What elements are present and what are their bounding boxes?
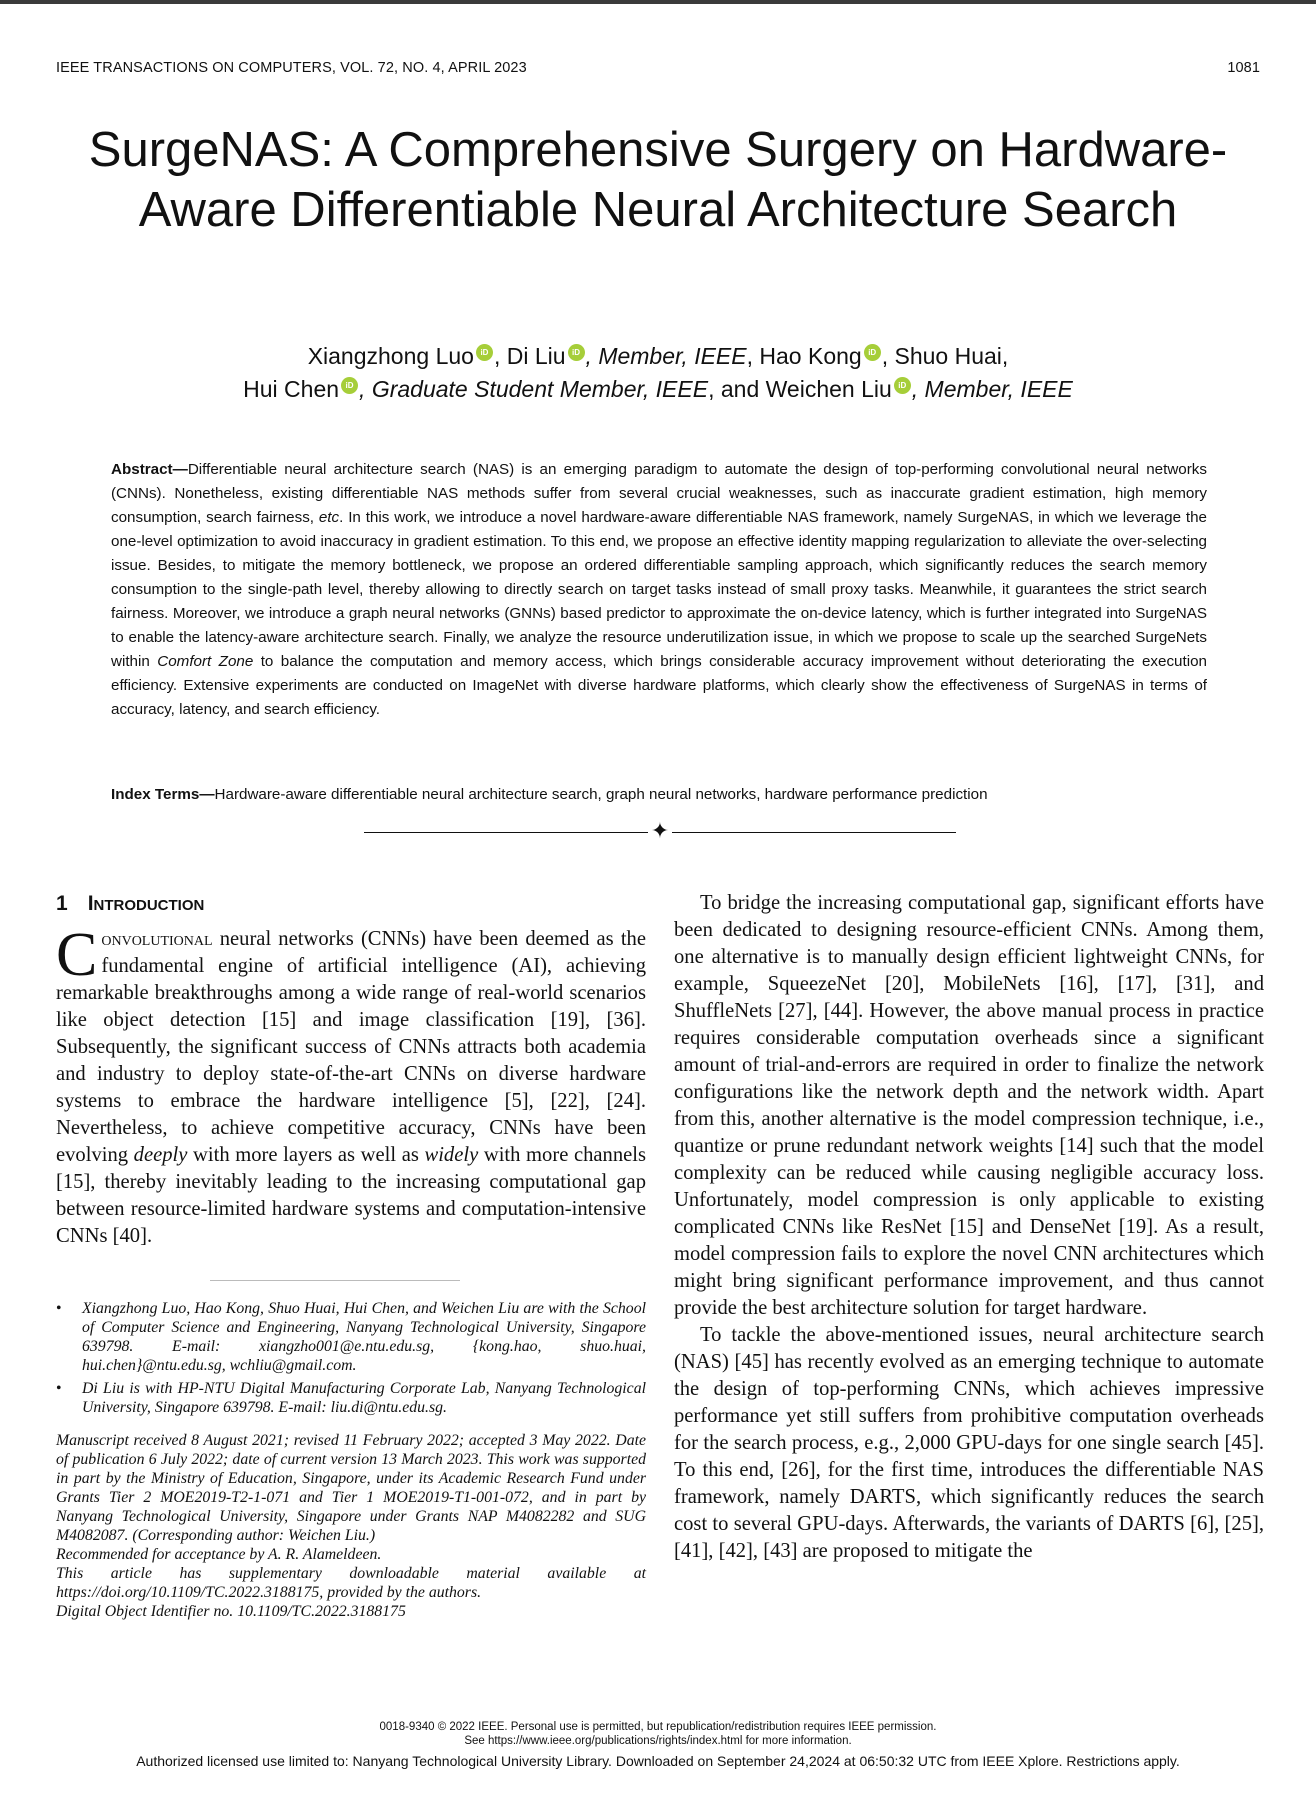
abstract	[111, 458, 1207, 722]
author-name: , Shuo Huai,	[881, 343, 1009, 369]
index-terms-label: Index Terms—	[111, 786, 215, 803]
paragraph-text: with more channels [15], thereby inevitably leading to the increasing computational gap between resource-limited hardware systems and computation-intensive CNNs [40].	[56, 1144, 647, 1247]
footnote-text: Xiangzhong Luo, Hao Kong, Shuo Huai, Hui Chen, and Weichen Liu are with the School of Computer Science and Engineering, Nanyang Technological University, Singapore 639798. E-mail: xiangzho001@e.ntu.edu.sg, {kong.hao, shuo.huai, hui.chen}@ntu.edu.sg, wchliu@gmail.com.	[82, 1300, 646, 1374]
orcid-icon[interactable]: iD	[864, 344, 881, 361]
intro-paragraph-1	[56, 921, 647, 1250]
doi-text: Digital Object Identifier no. 10.1109/TC.2022.3188175	[56, 1603, 406, 1620]
author-name: Xiangzhong Luo	[307, 343, 474, 369]
author-role: , Member, IEEE	[911, 376, 1073, 402]
footnote-text: Di Liu is with HP-NTU Digital Manufacturing Corporate Lab, Nanyang Technological University, Singapore 639798. E-mail: liu.di@ntu.edu.sg.	[82, 1380, 646, 1416]
right-column	[674, 890, 1264, 1565]
author-list	[60, 340, 1256, 406]
section-heading	[56, 890, 646, 918]
footnote-item	[56, 1299, 646, 1375]
author-line-1	[60, 340, 1256, 373]
bullet-icon: •	[56, 1380, 62, 1397]
intro-paragraph-2: To bridge the increasing computational gap, significant efforts have been dedicated to designing resource-efficient CNNs. Among them, one alternative is to manually design efficient lightweight CNNs, for example, SqueezeNet [20], MobileNets [16], [17], [31], and ShuffleNets [27], [44]. However, the above manual process in practice requires considerable computation overheads since a significant amount of trial-and-errors are required in order to finalize the network configurations like the network depth and the network width. Apart from this, another alternative is the model compression technique, i.e., quantize or prune redundant network weights [14] such that the model complexity can be reduced while causing negligible accuracy loss. Unfortunately, model compression is only applicable to existing complicated CNNs like ResNet [15] and DenseNet [19]. As a result, model compression fails to explore the novel CNN architectures which might bring significant performance improvement, and thus cannot provide the best architecture solution for target hardware.	[674, 892, 1264, 1319]
page-number: 1081	[1227, 60, 1260, 76]
footnote-rule	[210, 1280, 460, 1281]
section-number: 1	[56, 892, 68, 915]
divider-ornament-icon: ✦	[648, 820, 672, 844]
drop-cap: C	[56, 921, 98, 989]
intro-paragraph-3: To tackle the above-mentioned issues, neural architecture search (NAS) [45] has recently evolved as an emerging technique to automate the design of top-performing CNNs, which achieves impressive performance yet still suffers from prohibitive computation overheads for the search process, e.g., 2,000 GPU-days for one single search [45]. To this end, [26], for the first time, introduces the differentiable NAS framework, namely DARTS, which significantly reduces the search cost to several GPU-days. Afterwards, the variants of DARTS [6], [25], [41], [42], [43] are proposed to mitigate the	[674, 1324, 1264, 1562]
emphasis-widely: widely	[424, 1144, 479, 1166]
abstract-text: to balance the computation and memory access, which brings considerable accuracy improvement without deteriorating the execution efficiency. Extensive experiments are conducted on ImageNet with diverse hardware platforms, which clearly show the effectiveness of SurgeNAS in terms of accuracy, latency, and search efficiency.	[111, 653, 1207, 718]
paragraph-text: neural networks (CNNs) have been deemed as the fundamental engine of artificial intelligence (AI), achieving remarkable breakthroughs among a wide range of real-world scenarios like object detection [15] and image classification [19], [36]. Subsequently, the significant success of CNNs attracts both academia and industry to deploy state-of-the-art CNNs on diverse hardware systems to embrace the hardware intelligence [5], [22], [24]. Nevertheless, to achieve competitive accuracy, CNNs have been evolving	[56, 928, 646, 1166]
footnote-item	[56, 1379, 646, 1417]
author-line-2	[60, 373, 1256, 406]
orcid-icon[interactable]: iD	[568, 344, 585, 361]
abstract-label: Abstract—	[111, 461, 188, 478]
author-name: , and Weichen Liu	[708, 376, 892, 402]
index-terms-text: Hardware-aware differentiable neural architecture search, graph neural networks, hardware performance prediction	[214, 786, 988, 803]
rights-line: See https://www.ieee.org/publications/rights/index.html for more information.	[464, 1735, 852, 1747]
supplementary-link[interactable]: This article has supplementary downloadable material available at https://doi.org/10.1109/TC.2022.3188175, provided by the authors.	[56, 1565, 646, 1601]
copyright-footer	[0, 1720, 1316, 1748]
journal-info: IEEE TRANSACTIONS ON COMPUTERS, VOL. 72, NO. 4, APRIL 2023	[56, 60, 527, 76]
author-role: , Graduate Student Member, IEEE	[359, 376, 709, 402]
affiliation-footnotes	[56, 1299, 646, 1417]
copyright-line: 0018-9340 © 2022 IEEE. Personal use is permitted, but republication/redistribution requires IEEE permission.	[379, 1721, 937, 1733]
left-column	[56, 890, 646, 1621]
running-head	[56, 60, 1260, 76]
abstract-text: . In this work, we introduce a novel hardware-aware differentiable NAS framework, namely SurgeNAS, in which we leverage the one-level optimization to avoid inaccuracy in gradient estimation. To this end, we propose an effective identity mapping regularization to alleviate the over-selecting issue. Besides, to mitigate the memory bottleneck, we propose an ordered differentiable sampling approach, which significantly reduces the search memory consumption to the single-path level, thereby allowing to directly search on target tasks instead of small proxy tasks. Meanwhile, it guarantees the strict search fairness. Moreover, we introduce a graph neural networks (GNNs) based predictor to approximate the on-device latency, which is further integrated into SurgeNAS to enable the latency-aware architecture search. Finally, we analyze the resource underutilization issue, in which we propose to scale up the searched SurgeNets within	[111, 509, 1207, 670]
recommended-text: Recommended for acceptance by A. R. Alameldeen.	[56, 1546, 382, 1563]
manuscript-note	[56, 1431, 646, 1621]
orcid-icon[interactable]: iD	[476, 344, 493, 361]
paper-title: SurgeNAS: A Comprehensive Surgery on Hardware-Aware Differentiable Neural Architecture Search	[88, 123, 1228, 237]
emphasis-deeply: deeply	[133, 1144, 188, 1166]
license-notice: Authorized licensed use limited to: Nanyang Technological University Library. Downloaded on September 24,2024 at 06:50:32 UTC from IEEE Xplore. Restrictions apply.	[136, 1753, 1180, 1769]
abstract-comfort-zone: Comfort Zone	[157, 653, 254, 670]
abstract-etc: etc	[318, 509, 340, 526]
drop-cap-continuation: onvolutional	[101, 928, 213, 950]
bullet-icon: •	[56, 1300, 62, 1317]
section-title: Introduction	[87, 892, 205, 915]
paragraph-text: with more layers as well as	[187, 1144, 425, 1166]
manuscript-text: Manuscript received 8 August 2021; revised 11 February 2022; accepted 3 May 2022. Date of publication 6 July 2022; date of current version 13 March 2023. This work was supported in part by the Ministry of Education, Singapore, under its Academic Research Fund under Grants Tier 2 MOE2019-T2-1-071 and Tier 1 MOE2019-T1-001-072, and in part by Nanyang Technological University, Singapore under Grants NAP M4082282 and SUG M4082087. (Corresponding author: Weichen Liu.)	[56, 1432, 646, 1544]
top-border	[0, 0, 1316, 4]
orcid-icon[interactable]: iD	[341, 377, 358, 394]
author-name: , Hao Kong	[746, 343, 862, 369]
author-name: , Di Liu	[493, 343, 566, 369]
abstract-text: Differentiable neural architecture search (NAS) is an emerging paradigm to automate the design of top-performing convolutional neural networks (CNNs). Nonetheless, existing differentiable NAS methods suffer from several crucial weaknesses, such as inaccurate gradient estimation, high memory consumption, search fairness,	[111, 461, 1207, 526]
orcid-icon[interactable]: iD	[894, 377, 911, 394]
index-terms	[111, 783, 1207, 807]
author-name: Hui Chen	[243, 376, 340, 402]
author-role: , Member, IEEE	[585, 343, 747, 369]
